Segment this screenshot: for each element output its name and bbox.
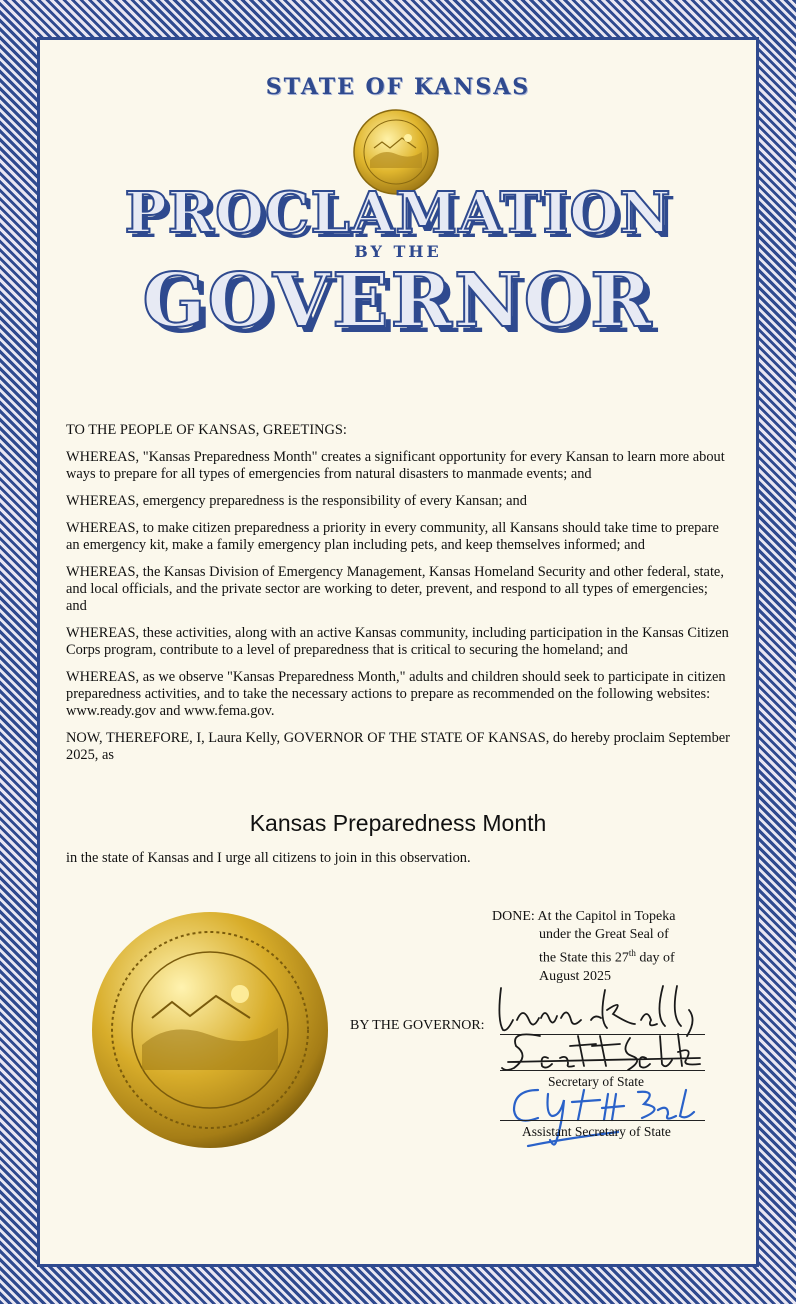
- whereas-paragraph-4: WHEREAS, the Kansas Division of Emergency Management, Kansas Homeland Security and other federal, state, and local officials, and the private sector are working to deter, prevent, and respond to all types of emergencies; and: [66, 564, 724, 614]
- assistant-secretary-label: Assistant Secretary of State: [522, 1124, 671, 1139]
- governor-heading: GOVERNOR: [142, 258, 654, 344]
- greeting: TO THE PEOPLE OF KANSAS, GREETINGS:: [66, 422, 347, 438]
- by-the-heading: BY THE: [354, 242, 442, 261]
- done-line-2: under the Great Seal of: [539, 927, 669, 942]
- great-seal-icon: [90, 910, 330, 1150]
- therefore-paragraph: NOW, THEREFORE, I, Laura Kelly, GOVERNOR OF THE STATE OF KANSAS, do hereby proclaim September 2025, as: [66, 730, 730, 763]
- assistant-signature-line: [500, 1120, 705, 1121]
- whereas-paragraph-1: WHEREAS, "Kansas Preparedness Month" creates a significant opportunity for every Kansan to learn more about ways to prepare for all types of emergencies from natural disasters to manmade events; and: [66, 449, 725, 482]
- whereas-paragraph-2: WHEREAS, emergency preparedness is the responsibility of every Kansan; and: [66, 493, 527, 509]
- whereas-paragraph-3: WHEREAS, to make citizen preparedness a priority in every community, all Kansans should take time to prepare an emergency kit, make a family emergency plan including pets, and keep themselves informed; and: [66, 520, 719, 553]
- secretary-signature-line: [500, 1070, 705, 1071]
- done-line-3: the State this 27th day of: [539, 948, 675, 966]
- state-title: STATE OF KANSAS: [265, 74, 531, 100]
- proclamation-heading: PROCLAMATION: [124, 180, 672, 246]
- whereas-paragraph-6: WHEREAS, as we observe "Kansas Preparedness Month," adults and children should seek to participate in citizen preparedness activities, and to take the necessary actions to prepare as recommended on the following websites: www.ready.gov and www.fema.gov.: [66, 669, 726, 719]
- secretary-signature-icon: [500, 1028, 715, 1074]
- month-title: Kansas Preparedness Month: [249, 810, 547, 836]
- done-line-4: August 2025: [539, 968, 611, 984]
- whereas-paragraph-5: WHEREAS, these activities, along with an active Kansas community, including participation in the Kansas Citizen Corps program, contribute to a level of preparedness that is critical to securing the homeland; and: [66, 625, 729, 658]
- done-line-1: DONE: At the Capitol in Topeka: [492, 909, 676, 924]
- urge-statement: in the state of Kansas and I urge all citizens to join in this observation.: [66, 850, 471, 866]
- proclamation-page: [40, 40, 756, 1264]
- proclamation-body: [66, 422, 730, 774]
- done-block: [492, 908, 675, 986]
- by-governor-label: BY THE GOVERNOR:: [350, 1018, 485, 1033]
- secretary-label: Secretary of State: [548, 1074, 644, 1089]
